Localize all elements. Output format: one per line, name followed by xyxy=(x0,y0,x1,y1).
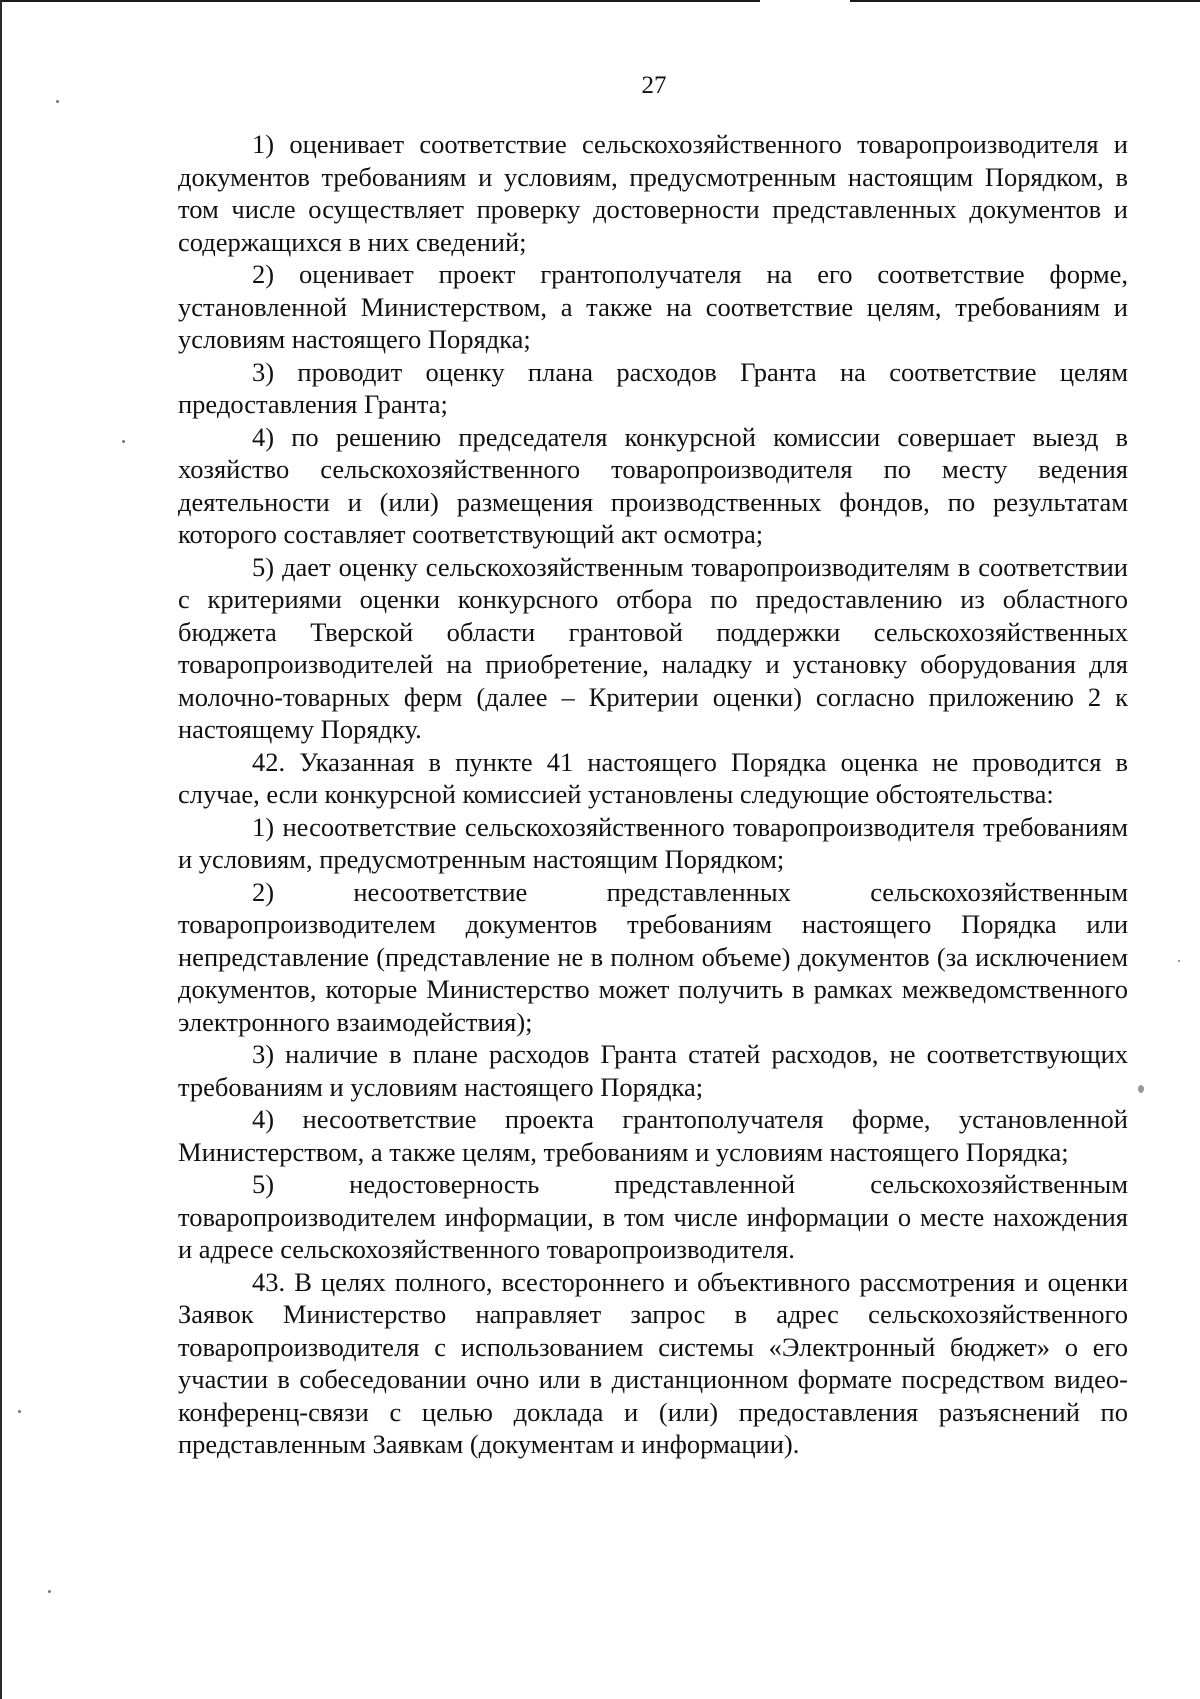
paragraph-4: 4) по решению председателя конкурсной комиссии совершает выезд в хозяйство сельскохозяйственного товаропроизводителя по месту ведения деятельности и (или) размещения производственных фондов, по результатам которого составляет соответствующий акт осмотра; xyxy=(178,421,1128,549)
paragraph-42-4: 4) несоответствие проекта грантополучателя форме, установленной Министерством, а также целям, требованиям и условиям настоящего Порядка; xyxy=(178,1104,1128,1167)
scan-speck xyxy=(18,1410,21,1413)
scan-speck xyxy=(1178,960,1180,962)
paragraph-5: 5) дает оценку сельскохозяйственным товаропроизводителям в соответствии с критериями оценки конкурсного отбора по предоставлению из областного бюджета Тверской области грантовой поддержки сельскохозяйственных товаропроизводителей на приобретение, наладку и установку оборудования для молочно-товарных ферм (далее – Критерии оценки) согласно приложению 2 к настоящему Порядку. xyxy=(178,551,1128,744)
paragraph-42-2: 2) несоответствие представленных сельскохозяйственным товаропроизводителем документов требованиям настоящего Порядка или непредставление (представление не в полном объеме) документов (за исключением документов, которые Министерство может получить в рамках межведомственного электронного взаимодействия); xyxy=(178,876,1128,1037)
paragraph-43: 43. В целях полного, всестороннего и объективного рассмотрения и оценки Заявок Министерство направляет запрос в адрес сельскохозяйственного товаропроизводителя с использованием системы «Электронный бюджет» о его участии в собеседовании очно или в дистанционном формате посредством видео-конференц-связи с целью доклада и (или) предоставления разъяснений по представленным Заявкам (документам и информации). xyxy=(178,1266,1128,1459)
paragraph-42: 42. Указанная в пункте 41 настоящего Порядка оценка не проводится в случае, если конкурсной комиссией установлены следующие обстоятельства: xyxy=(178,746,1128,809)
scan-speck xyxy=(122,440,125,443)
page-number: 27 xyxy=(641,72,667,99)
scan-speck xyxy=(1138,1085,1144,1093)
scan-speck xyxy=(48,1590,51,1593)
paragraph-42-3: 3) наличие в плане расходов Гранта статей расходов, не соответствующих требованиям и условиям настоящего Порядка; xyxy=(178,1039,1128,1102)
scan-border-top xyxy=(0,0,1200,2)
paragraph-42-5: 5) недостоверность представленной сельскохозяйственным товаропроизводителем информации, в том числе информации о месте нахождения и адресе сельскохозяйственного товаропроизводителя. xyxy=(178,1169,1128,1264)
scan-border-left xyxy=(0,0,2,1699)
scan-border-gap xyxy=(760,0,850,2)
scan-speck xyxy=(56,100,59,103)
document-body xyxy=(178,128,1128,1461)
paragraph-2: 2) оценивает проект грантополучателя на его соответствие форме, установленной Министерством, а также на соответствие целям, требованиям и условиям настоящего Порядка; xyxy=(178,259,1128,354)
paragraph-3: 3) проводит оценку плана расходов Гранта на соответствие целям предоставления Гранта; xyxy=(178,356,1128,419)
paragraph-42-1: 1) несоответствие сельскохозяйственного товаропроизводителя требованиям и условиям, предусмотренным настоящим Порядком; xyxy=(178,811,1128,874)
paragraph-1: 1) оценивает соответствие сельскохозяйственного товаропроизводителя и документов требованиям и условиям, предусмотренным настоящим Порядком, в том числе осуществляет проверку достоверности представленных документов и содержащихся в них сведений; xyxy=(178,129,1128,257)
